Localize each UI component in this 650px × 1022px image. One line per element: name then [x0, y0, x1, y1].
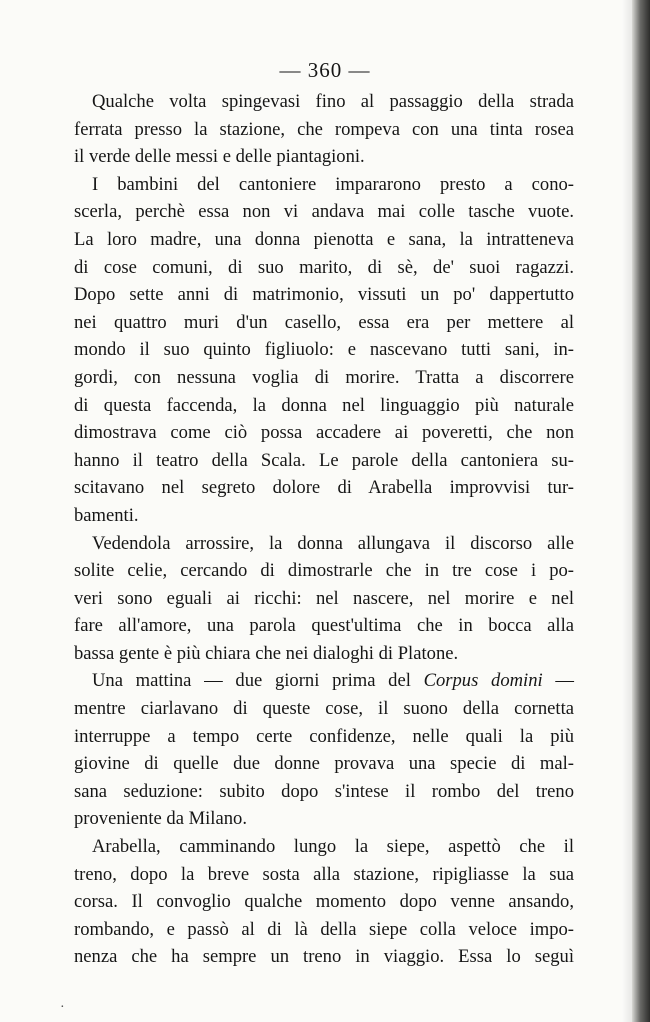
text-line: I bambini del cantoniere impararono presto a cono- — [92, 173, 574, 195]
text-line: il verde delle messi e delle piantagioni. — [74, 146, 365, 168]
paragraph-1 — [74, 88, 574, 171]
text-line: sana seduzione: subito dopo s'intese il rombo del treno — [74, 780, 574, 802]
text-line-with-italic — [74, 667, 574, 695]
text-line: Dopo sette anni di matrimonio, vissuti un po' dappertutto — [74, 284, 574, 306]
text-line: hanno il teatro della Scala. Le parole della cantoniera su- — [74, 449, 574, 471]
text-run: Una mattina — due giorni prima del — [92, 670, 424, 692]
page-number: — 360 — — [279, 58, 371, 82]
text-line: veri sono eguali ai ricchi: nel nascere, nel morire e nel — [74, 587, 574, 609]
text-line: nenza che ha sempre un treno in viaggio. Essa lo seguì — [74, 946, 574, 968]
text-line: nei quattro muri d'un casello, essa era per mettere al — [74, 311, 574, 333]
text-line: di cose comuni, di suo marito, di sè, de' suoi ragazzi. — [74, 256, 574, 278]
text-line: dimostrava come ciò possa accadere ai poveretti, che non — [74, 422, 574, 444]
text-line: Qualche volta spingevasi fino al passaggio della strada — [92, 91, 574, 112]
text-line: mondo il suo quinto figliuolo: e nascevano tutti sani, in- — [74, 339, 574, 361]
page-edge — [632, 0, 650, 1022]
text-line: scitavano nel segreto dolore di Arabella improvvisi tur- — [74, 477, 574, 499]
paragraph-5 — [74, 833, 574, 971]
text-line: La loro madre, una donna pienotta e sana, la intratteneva — [74, 228, 574, 250]
paragraph-4 — [74, 667, 574, 833]
text-line: treno, dopo la breve sosta alla stazione, ripigliasse la sua — [74, 863, 574, 885]
text-line: di questa faccenda, la donna nel linguaggio più naturale — [74, 394, 574, 416]
text-line: giovine di quelle due donne provava una specie di mal- — [74, 753, 574, 775]
text-line: Arabella, camminando lungo la siepe, aspettò che il — [92, 836, 574, 858]
text-line: corsa. Il convoglio qualche momento dopo venne ansando, — [74, 891, 574, 913]
text-line: gordi, con nessuna voglia di morire. Tratta a discorrere — [74, 366, 574, 388]
italic-title: Corpus domini — [423, 670, 543, 692]
page-gutter-shadow — [622, 0, 632, 1022]
text-line: proveniente da Milano. — [74, 808, 247, 830]
text-line: rombando, e passò al di là della siepe colla veloce impo- — [74, 918, 574, 940]
paragraph-3 — [74, 530, 574, 668]
text-line: interruppe a tempo certe confidenze, nelle quali la più — [74, 725, 574, 747]
paragraph-2 — [74, 171, 574, 530]
text-line: bassa gente è più chiara che nei dialoghi di Platone. — [74, 642, 459, 664]
text-line: fare all'amore, una parola quest'ultima che in bocca alla — [74, 615, 574, 637]
text-line: Vedendola arrossire, la donna allungava il discorso alle — [92, 532, 574, 554]
text-line: scerla, perchè essa non vi andava mai colle tasche vuote. — [74, 201, 574, 223]
text-line: bamenti. — [74, 504, 139, 526]
text-line: ferrata presso la stazione, che rompeva con una tinta rosea — [74, 118, 574, 140]
text-run: — — [542, 670, 574, 692]
text-line: mentre ciarlavano di queste cose, il suono della cornetta — [74, 698, 574, 720]
text-line: solite celie, cercando di dimostrarle che in tre cose i po- — [74, 560, 574, 582]
body-text — [74, 88, 574, 971]
margin-mark: · — [60, 1000, 65, 1015]
